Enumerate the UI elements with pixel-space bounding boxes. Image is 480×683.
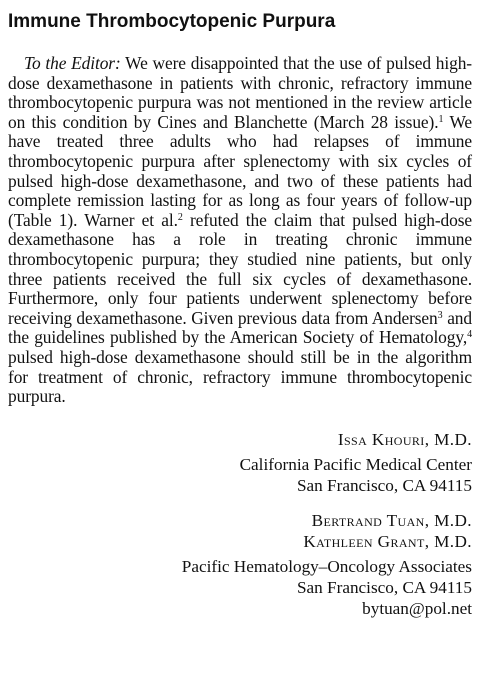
affiliation-1 [8,454,472,496]
author-name: Kathleen Grant, M.D. [303,531,472,551]
affiliation-2 [8,556,472,619]
reference-marker-2: 2 [177,211,183,223]
signature-1 [8,429,472,450]
salutation: To the Editor: [24,53,121,73]
author-name: Bertrand Tuan, M.D. [311,510,472,530]
institution-name: California Pacific Medical Center [239,454,472,474]
reference-marker-4: 4 [467,329,472,341]
contact-email[interactable]: bytuan@pol.net [362,598,472,618]
body-sentence-5: pulsed high-dose dexamethasone should still be in the algorithm for treatment of chronic, refractory immune thrombocytopenic purpura. [8,346,472,407]
institution-name: Pacific Hematology–Oncology Associates [181,556,472,576]
letter-page [8,10,472,619]
body-sentence-4: and the guidelines published by the American Society of Hematology, [8,307,472,348]
letter-body [8,54,472,407]
author-name: Issa Khouri, M.D. [337,429,472,449]
body-sentence-3: refuted the claim that pulsed high-dose dexamethasone has a role in treating chronic immune thrombocytopenic purpura; they studied nine patients, but only three patients received the full six cycles of dexamethasone. Furthermore, only four patients underwent splenectomy before receiving dexamethasone. Given previous data from Andersen [8,209,472,328]
article-title: Immune Thrombocytopenic Purpura [8,11,336,32]
body-sentence-2: We have treated three adults who had relapses of immune thrombocytopenic purpura after splenectomy with six cycles of pulsed high-dose dexamethasone, and two of these patients had complete remission lasting for as long as four years of follow-up (Table 1). Warner et al. [8,111,472,230]
reference-marker-3: 3 [437,309,443,321]
institution-address: San Francisco, CA 94115 [296,475,472,495]
institution-address: San Francisco, CA 94115 [296,577,472,597]
body-sentence-1: We were disappointed that the use of pulsed high-dose dexamethasone in patients with chronic, refractory immune thrombocytopenic purpura was not mentioned in the review article on this condition by Cines and Blanchette (March 28 issue). [8,53,472,132]
reference-marker-1: 1 [438,113,444,125]
signature-2 [8,510,472,552]
